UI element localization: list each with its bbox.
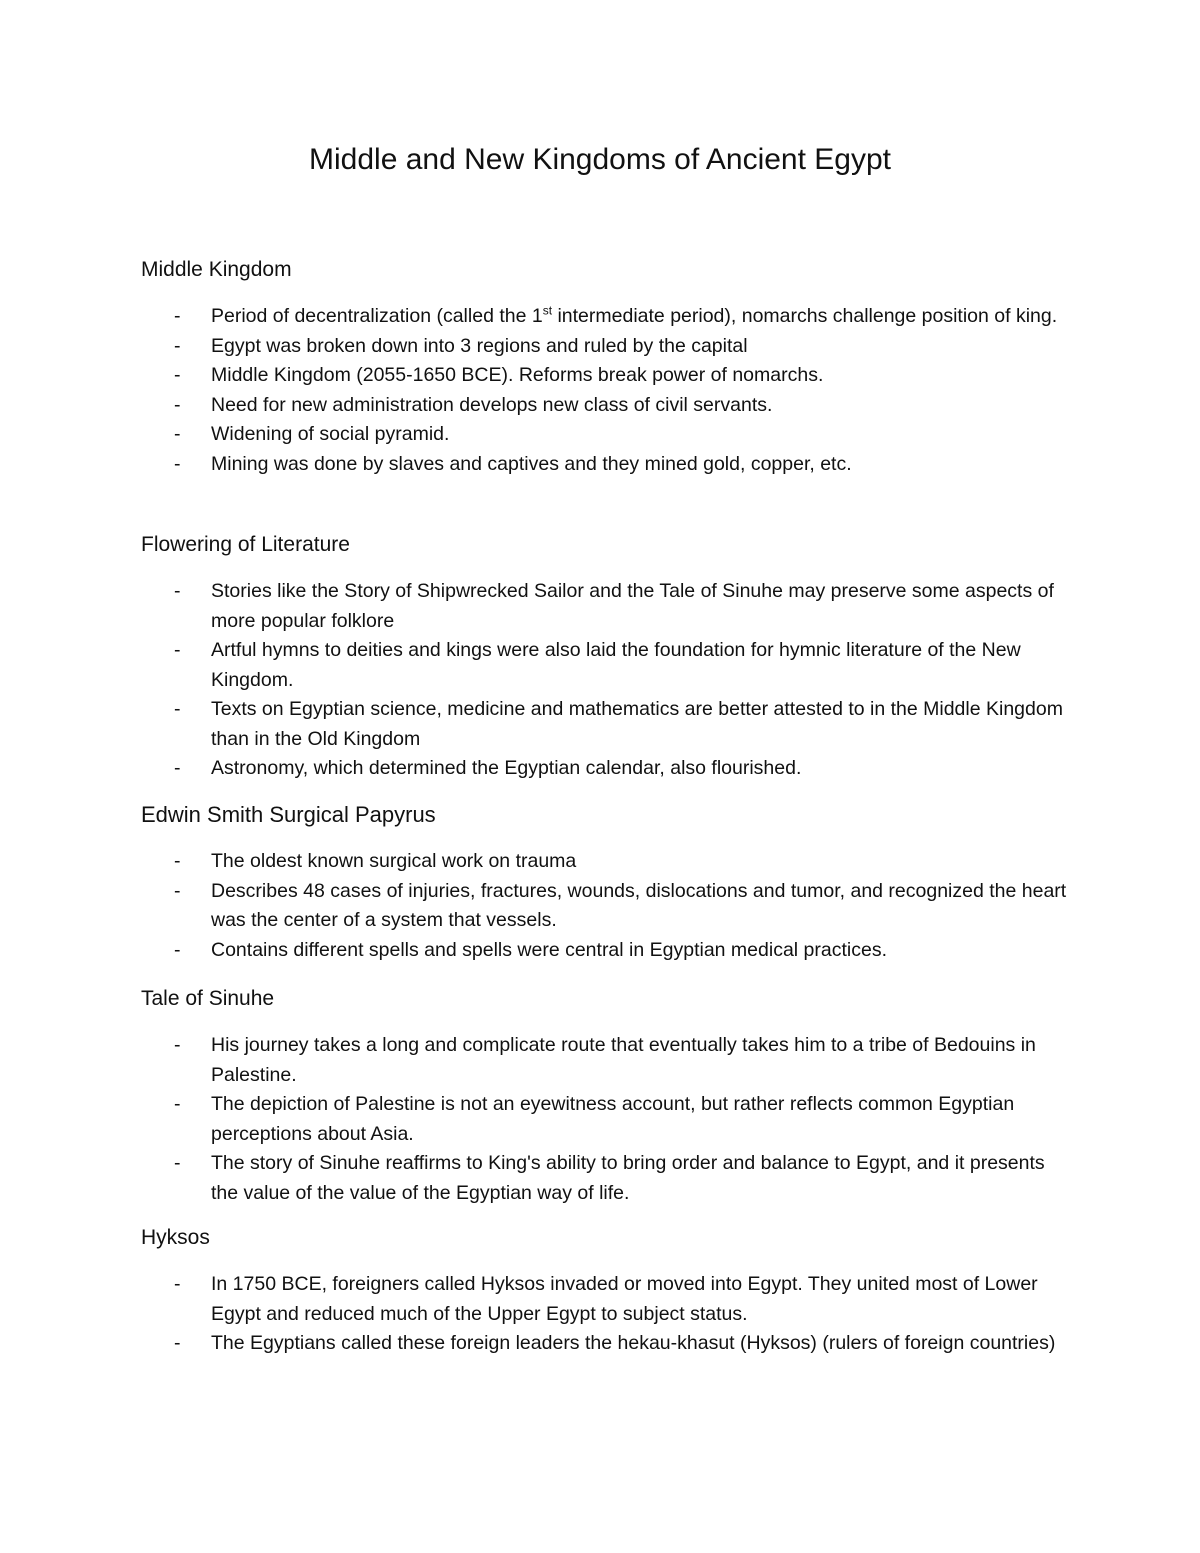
- bullet-dash: -: [174, 305, 181, 327]
- bullet-dash: -: [174, 850, 181, 872]
- item-text: The story of Sinuhe reaffirms to King's ability to bring order and balance to Egypt, and it presents the value of the value of the Egyptian way of life.: [211, 1152, 1045, 1204]
- bullet-dash: -: [174, 938, 181, 961]
- section-heading: Flowering of Literature: [141, 533, 350, 556]
- bullet-dash: -: [174, 698, 181, 720]
- item-text: Mining was done by slaves and captives and they mined gold, copper, etc.: [211, 452, 852, 475]
- item-text: Describes 48 cases of injuries, fractures, wounds, dislocations and tumor, and recognized the heart was the center of a system that vessels.: [211, 879, 1067, 931]
- list-item: [141, 1031, 1071, 1090]
- list-item: [141, 361, 1071, 391]
- section-heading: Edwin Smith Surgical Papyrus: [141, 802, 436, 827]
- item-text: In 1750 BCE, foreigners called Hyksos invaded or moved into Egypt. They united most of Lower Egypt and reduced much of the Upper Egypt to subject status.: [211, 1273, 1038, 1325]
- item-text: Need for new administration develops new class of civil servants.: [211, 393, 773, 416]
- bullet-dash: -: [174, 423, 181, 445]
- bullet-dash: -: [174, 639, 181, 661]
- list-item: [141, 695, 1071, 754]
- item-text: The Egyptians called these foreign leaders the hekau-khasut (Hyksos) (rulers of foreign countries): [211, 1332, 1056, 1354]
- bullet-list: [141, 1270, 1071, 1359]
- list-item: [141, 1270, 1071, 1329]
- section-flowering-of-literature: [141, 531, 1071, 784]
- bullet-list: [141, 577, 1071, 784]
- list-item: [141, 450, 1071, 480]
- list-item: [141, 877, 1071, 936]
- bullet-dash: -: [174, 1152, 181, 1174]
- section-heading: Middle Kingdom: [141, 258, 292, 281]
- list-item: [141, 636, 1071, 695]
- list-item: [141, 302, 1071, 332]
- list-item: [141, 391, 1071, 421]
- section-edwin-smith-papyrus: [141, 801, 1071, 965]
- list-item: [141, 1149, 1071, 1208]
- item-superscript: st: [542, 303, 553, 318]
- section-tale-of-sinuhe: [141, 985, 1071, 1208]
- item-text: Texts on Egyptian science, medicine and mathematics are better attested to in the Middle Kingdom than in the Old Kingdom: [211, 698, 1063, 750]
- bullet-dash: -: [174, 1093, 181, 1115]
- list-item: [141, 1329, 1071, 1359]
- section-middle-kingdom: [141, 256, 1071, 479]
- bullet-dash: -: [174, 879, 181, 902]
- bullet-dash: -: [174, 393, 181, 416]
- list-item: [141, 1090, 1071, 1149]
- bullet-dash: -: [174, 452, 181, 475]
- bullet-dash: -: [174, 1273, 181, 1295]
- item-text: His journey takes a long and complicate route that eventually takes him to a tribe of Bedouins in Palestine.: [211, 1034, 1036, 1086]
- item-text: The oldest known surgical work on trauma: [211, 850, 577, 872]
- item-text: The depiction of Palestine is not an eyewitness account, but rather reflects common Egyptian perceptions about Asia.: [211, 1093, 1015, 1145]
- item-text: intermediate period), nomarchs challenge position of king.: [552, 305, 1058, 327]
- bullet-dash: -: [174, 757, 181, 779]
- item-text: Stories like the Story of Shipwrecked Sailor and the Tale of Sinuhe may preserve some aspects of more popular folklore: [211, 580, 1054, 632]
- item-text: Astronomy, which determined the Egyptian calendar, also flourished.: [211, 757, 802, 779]
- bullet-list: [141, 1031, 1071, 1208]
- list-item: [141, 577, 1071, 636]
- item-text: Contains different spells and spells were central in Egyptian medical practices.: [211, 938, 887, 961]
- bullet-dash: -: [174, 364, 181, 386]
- bullet-list: [141, 847, 1071, 965]
- item-text: Widening of social pyramid.: [211, 423, 450, 445]
- list-item: [141, 936, 1071, 966]
- item-text: Egypt was broken down into 3 regions and ruled by the capital: [211, 334, 748, 357]
- section-hyksos: [141, 1224, 1071, 1359]
- bullet-dash: -: [174, 1034, 181, 1056]
- bullet-dash: -: [174, 334, 181, 357]
- list-item: [141, 332, 1071, 362]
- list-item: [141, 420, 1071, 450]
- bullet-list: [141, 302, 1071, 479]
- item-text: Middle Kingdom (2055-1650 BCE). Reforms break power of nomarchs.: [211, 364, 824, 386]
- bullet-dash: -: [174, 1332, 181, 1354]
- item-text: Period of decentralization (called the 1: [211, 305, 543, 327]
- item-text: Artful hymns to deities and kings were also laid the foundation for hymnic literature of the New Kingdom.: [211, 639, 1021, 691]
- bullet-dash: -: [174, 580, 181, 602]
- section-heading: Hyksos: [141, 1226, 210, 1249]
- list-item: [141, 754, 1071, 784]
- page-title: Middle and New Kingdoms of Ancient Egypt: [309, 143, 891, 176]
- section-heading: Tale of Sinuhe: [141, 987, 275, 1010]
- list-item: [141, 847, 1071, 877]
